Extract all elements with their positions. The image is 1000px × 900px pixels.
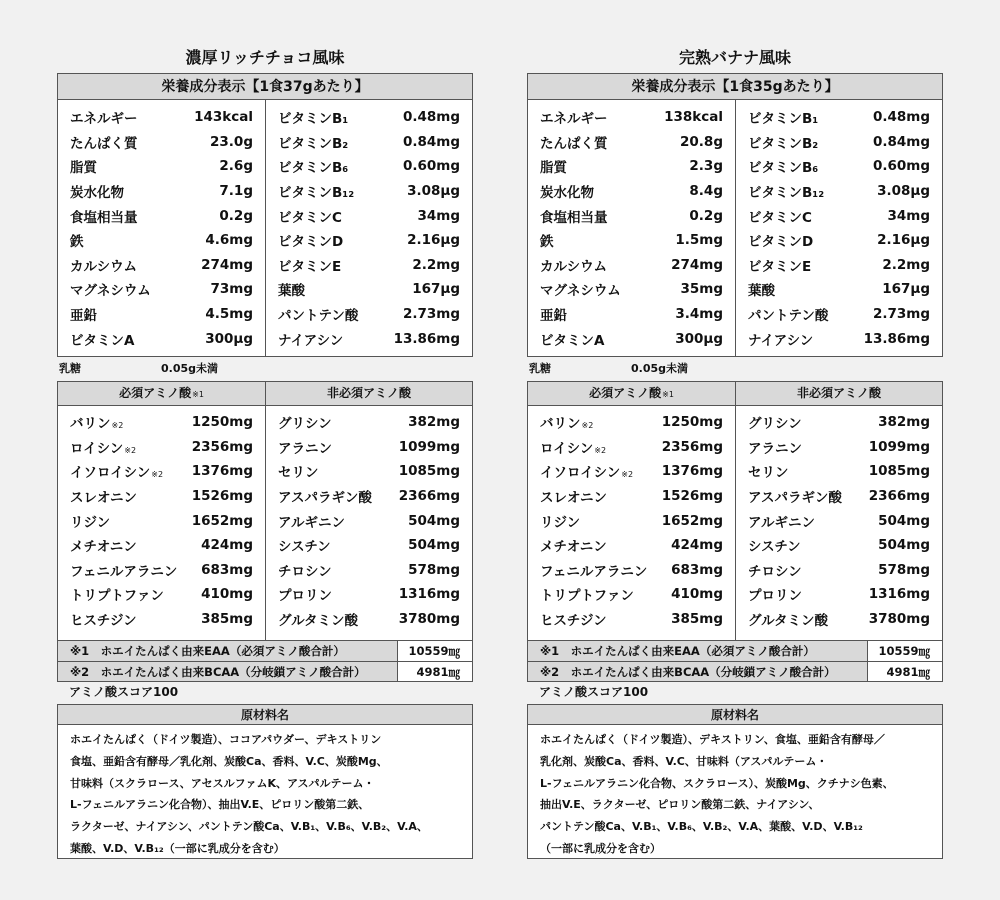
amino-row: シスチン 504mg — [748, 537, 930, 556]
nutrition-row: パントテン酸 2.73mg — [748, 306, 930, 325]
nutrition-row: ビタミンE 2.2mg — [278, 256, 460, 275]
amino-row: スレオニン 1526mg — [540, 488, 723, 507]
footnote-bcaa: ※2 ホエイたんぱく由来BCAA（分岐鎖アミノ酸合計） 4981㎎ — [58, 661, 472, 681]
amino-row: バリン※2 1250mg — [540, 414, 723, 433]
footnote-bcaa: ※2 ホエイたんぱく由来BCAA（分岐鎖アミノ酸合計） 4981㎎ — [528, 661, 942, 681]
nutrition-row: 食塩相当量 0.2g — [540, 207, 723, 226]
amino-row: ヒスチジン 385mg — [540, 611, 723, 630]
nutrition-row: ビタミンD 2.16μg — [278, 232, 460, 251]
amino-acid-table — [527, 381, 943, 641]
amino-row: セリン 1085mg — [748, 463, 930, 482]
nutrition-header: 栄養成分表示【1食37gあたり】 — [58, 74, 472, 100]
essential-amino-header: 必須アミノ酸※1 — [528, 382, 735, 406]
ingredients-header: 原材料名 — [58, 705, 472, 725]
nutrition-row: 食塩相当量 0.2g — [70, 207, 253, 226]
nutrition-left-column — [58, 100, 265, 356]
nutrition-row: ビタミンC 34mg — [278, 207, 460, 226]
amino-row: アルギニン 504mg — [278, 512, 460, 531]
essential-amino-header: 必須アミノ酸※1 — [58, 382, 265, 406]
nutrition-row: 炭水化物 7.1g — [70, 183, 253, 202]
flavor-title: 濃厚リッチチョコ風味 — [185, 48, 345, 67]
nutrition-row: エネルギー 143kcal — [70, 109, 253, 128]
nutrition-row: ビタミンD 2.16μg — [748, 232, 930, 251]
nutrition-table — [57, 73, 473, 357]
amino-row: トリプトファン 410mg — [70, 586, 253, 605]
footnote-eaa: ※1 ホエイたんぱく由来EAA（必須アミノ酸合計） 10559㎎ — [528, 641, 942, 661]
ingredients-text: ホエイたんぱく（ドイツ製造）、デキストリン、食塩、亜鉛含有酵母／ 乳化剤、炭酸Ca、香料、V.C、甘味料（アスパルテーム・ L-フェニルアラニン化合物、スクラロース）、炭酸Mg、クチナシ色素、 抽出V.E、ラクターゼ、ピロリン酸第二鉄、ナイアシン、 パントテン酸Ca、V.B₁、V.B₆、V.B₂、V.A、葉酸、V.D、V.B₁₂ （一部に乳成分を含む） — [540, 733, 894, 855]
amino-row: チロシン 578mg — [278, 561, 460, 580]
amino-row: グルタミン酸 3780mg — [278, 611, 460, 630]
amino-row: グリシン 382mg — [278, 414, 460, 433]
nutrition-row: カルシウム 274mg — [540, 256, 723, 275]
nutrition-row: ビタミンB₁ 0.48mg — [748, 109, 930, 128]
amino-row: アスパラギン酸 2366mg — [748, 488, 930, 507]
footnote-eaa: ※1 ホエイたんぱく由来EAA（必須アミノ酸合計） 10559㎎ — [58, 641, 472, 661]
nutrition-right-column — [265, 100, 472, 356]
amino-row: バリン※2 1250mg — [70, 414, 253, 433]
nutrition-row: 亜鉛 3.4mg — [540, 306, 723, 325]
nutrition-row: ビタミンB₆ 0.60mg — [278, 158, 460, 177]
nutrition-row: カルシウム 274mg — [70, 256, 253, 275]
amino-row: リジン 1652mg — [540, 512, 723, 531]
nutrition-left-column — [528, 100, 735, 356]
nutrition-row: マグネシウム 73mg — [70, 281, 253, 300]
lactose-note: 乳糖 0.05g未満 — [529, 362, 689, 375]
nonessential-amino-header: 非必須アミノ酸 — [735, 382, 942, 406]
amino-footnotes — [57, 641, 473, 682]
nutrition-row: 葉酸 167μg — [748, 281, 930, 300]
amino-row: フェニルアラニン 683mg — [540, 561, 723, 580]
nutrition-row: マグネシウム 35mg — [540, 281, 723, 300]
nutrition-row: 鉄 4.6mg — [70, 232, 253, 251]
ingredients-box — [57, 704, 473, 859]
nutrition-row: ナイアシン 13.86mg — [748, 330, 930, 349]
nutrition-row: 脂質 2.6g — [70, 158, 253, 177]
nutrition-row: 葉酸 167μg — [278, 281, 460, 300]
amino-row: ロイシン※2 2356mg — [540, 438, 723, 457]
nutrition-row: 亜鉛 4.5mg — [70, 306, 253, 325]
amino-score: アミノ酸スコア100 — [539, 685, 649, 699]
nutrition-row: ビタミンB₁ 0.48mg — [278, 109, 460, 128]
amino-row: プロリン 1316mg — [748, 586, 930, 605]
amino-row: グリシン 382mg — [748, 414, 930, 433]
amino-row: グルタミン酸 3780mg — [748, 611, 930, 630]
amino-row: アルギニン 504mg — [748, 512, 930, 531]
amino-row: セリン 1085mg — [278, 463, 460, 482]
nutrition-row: 鉄 1.5mg — [540, 232, 723, 251]
amino-row: プロリン 1316mg — [278, 586, 460, 605]
nonessential-amino-header: 非必須アミノ酸 — [265, 382, 472, 406]
nutrition-row: 炭水化物 8.4g — [540, 183, 723, 202]
nutrition-row: パントテン酸 2.73mg — [278, 306, 460, 325]
nutrition-row: ビタミンB₆ 0.60mg — [748, 158, 930, 177]
amino-row: シスチン 504mg — [278, 537, 460, 556]
amino-footnotes — [527, 641, 943, 682]
amino-row: アラニン 1099mg — [278, 438, 460, 457]
flavor-title: 完熟バナナ風味 — [678, 48, 791, 67]
nutrition-row: 脂質 2.3g — [540, 158, 723, 177]
amino-row: メチオニン 424mg — [540, 537, 723, 556]
essential-amino-column — [58, 406, 265, 640]
flavor-panel-banana — [527, 0, 943, 859]
amino-row: イソロイシン※2 1376mg — [540, 463, 723, 482]
nutrition-row: ビタミンB₂ 0.84mg — [748, 133, 930, 152]
amino-row: ヒスチジン 385mg — [70, 611, 253, 630]
amino-row: イソロイシン※2 1376mg — [70, 463, 253, 482]
amino-row: アラニン 1099mg — [748, 438, 930, 457]
nutrition-row: ナイアシン 13.86mg — [278, 330, 460, 349]
nutrition-table — [527, 73, 943, 357]
amino-row: フェニルアラニン 683mg — [70, 561, 253, 580]
nutrition-row: エネルギー 138kcal — [540, 109, 723, 128]
amino-row: メチオニン 424mg — [70, 537, 253, 556]
nutrition-row: たんぱく質 20.8g — [540, 133, 723, 152]
lactose-note: 乳糖 0.05g未満 — [59, 362, 219, 375]
amino-row: トリプトファン 410mg — [540, 586, 723, 605]
nonessential-amino-column — [735, 406, 942, 640]
nutrition-row: ビタミンB₁₂ 3.08μg — [278, 183, 460, 202]
flavor-panel-chocolate — [57, 0, 473, 859]
amino-row: ロイシン※2 2356mg — [70, 438, 253, 457]
nutrition-right-column — [735, 100, 942, 356]
essential-amino-column — [528, 406, 735, 640]
ingredients-header: 原材料名 — [528, 705, 942, 725]
nutrition-row: ビタミンB₁₂ 3.08μg — [748, 183, 930, 202]
ingredients-box — [527, 704, 943, 859]
nonessential-amino-column — [265, 406, 472, 640]
amino-score: アミノ酸スコア100 — [69, 685, 179, 699]
amino-row: リジン 1652mg — [70, 512, 253, 531]
amino-row: チロシン 578mg — [748, 561, 930, 580]
nutrition-row: ビタミンA 300μg — [540, 330, 723, 349]
amino-row: スレオニン 1526mg — [70, 488, 253, 507]
nutrition-row: ビタミンC 34mg — [748, 207, 930, 226]
nutrition-row: たんぱく質 23.0g — [70, 133, 253, 152]
nutrition-row: ビタミンB₂ 0.84mg — [278, 133, 460, 152]
nutrition-row: ビタミンE 2.2mg — [748, 256, 930, 275]
nutrition-header: 栄養成分表示【1食35gあたり】 — [528, 74, 942, 100]
ingredients-text: ホエイたんぱく（ドイツ製造）、ココアパウダー、デキストリン 食塩、亜鉛含有酵母／乳化剤、炭酸Ca、香料、V.C、炭酸Mg、 甘味料（スクラロース、アセスルファムK、アスパルテーム・ L-フェニルアラニン化合物）、抽出V.E、ピロリン酸第二鉄、 ラクターゼ、ナイアシン、パントテン酸Ca、V.B₁、V.B₆、V.B₂、V.A、 葉酸、V.D、V.B₁₂（一部に乳成分を含む） — [70, 733, 428, 855]
nutrition-row: ビタミンA 300μg — [70, 330, 253, 349]
amino-acid-table — [57, 381, 473, 641]
amino-row: アスパラギン酸 2366mg — [278, 488, 460, 507]
